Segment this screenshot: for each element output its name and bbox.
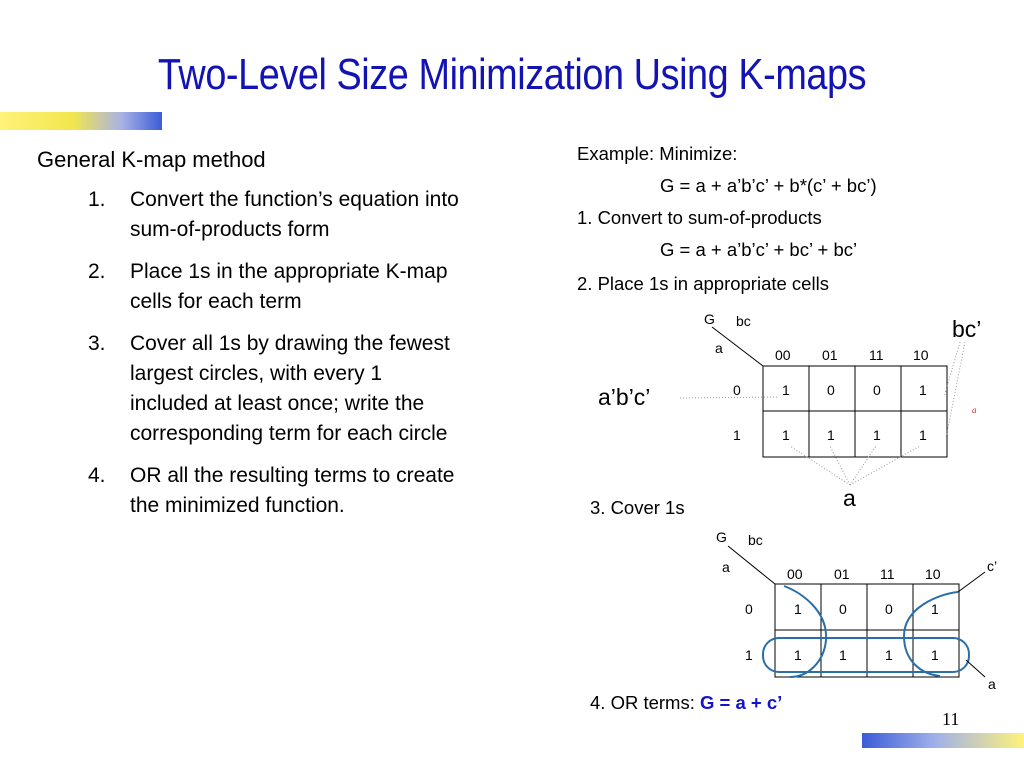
- kmap2-output-label: G: [716, 529, 727, 545]
- kmap1-term-bc: bc’: [952, 316, 982, 342]
- kmap1-col-var: bc: [736, 313, 751, 329]
- kmap1-col-header: 10: [913, 347, 929, 363]
- kmap2-cell: 1: [839, 647, 847, 663]
- kmap1-term-abc: a’b’c’: [598, 384, 651, 410]
- kmap2-col-header: 10: [925, 566, 941, 582]
- step-number: 2.: [88, 260, 106, 283]
- kmap1-term-a: a: [843, 485, 856, 511]
- step-line: included at least once; write the: [130, 392, 425, 415]
- kmap1-row-header: 0: [733, 382, 741, 398]
- kmap2-term-c: c’: [987, 558, 998, 574]
- step-line: Place 1s in the appropriate K-map: [130, 260, 448, 283]
- kmap2-row-header: 0: [745, 601, 753, 617]
- kmap2-term-a: a: [988, 676, 996, 692]
- equation-sop: G = a + a’b’c’ + bc’ + bc’: [660, 239, 858, 260]
- kmap1-col-header: 11: [869, 347, 884, 363]
- step-line: Convert the function’s equation into: [130, 188, 459, 211]
- minimized-result: G = a + c’: [700, 692, 783, 713]
- kmap1-output-label: G: [704, 311, 715, 327]
- kmap2-col-var: bc: [748, 532, 763, 548]
- kmap2-col-header: 00: [787, 566, 803, 582]
- kmap1-row-var: a: [715, 340, 723, 356]
- kmap2-cell: 0: [885, 601, 893, 617]
- step-line: cells for each term: [130, 290, 302, 313]
- kmap2-cell: 1: [794, 601, 802, 617]
- step-number: 4.: [88, 464, 106, 487]
- kmap2-row-var: a: [722, 559, 730, 575]
- kmap1-col-header: 00: [775, 347, 791, 363]
- kmap1-cell: 1: [919, 382, 927, 398]
- kmap2-cell: 1: [794, 647, 802, 663]
- kmap2-col-header: 11: [880, 566, 895, 582]
- step-line: largest circles, with every 1: [130, 362, 383, 385]
- kmap2-cell: 1: [931, 647, 939, 663]
- kmap1-cell: 1: [827, 427, 835, 443]
- slide-title: Two-Level Size Minimization Using K-maps: [157, 50, 867, 99]
- page-number: 11: [942, 709, 960, 729]
- kmap1-cell: 1: [873, 427, 881, 443]
- step-convert: 1. Convert to sum-of-products: [577, 207, 822, 228]
- step-number: 3.: [88, 332, 106, 355]
- kmap2-row-header: 1: [745, 647, 753, 663]
- kmap2-cell: 1: [931, 601, 939, 617]
- step-line: sum-of-products form: [130, 218, 330, 241]
- step-line: OR all the resulting terms to create: [130, 464, 455, 487]
- kmap1-cell: 1: [782, 427, 790, 443]
- step-place: 2. Place 1s in appropriate cells: [577, 273, 829, 294]
- step-line: Cover all 1s by drawing the fewest: [130, 332, 450, 355]
- kmap1-col-header: 01: [822, 347, 838, 363]
- kmap1-cell: 1: [919, 427, 927, 443]
- example-label: Example: Minimize:: [577, 143, 738, 164]
- kmap1-cell: 0: [827, 382, 835, 398]
- step-line: the minimized function.: [130, 494, 345, 517]
- kmap1-row-header: 1: [733, 427, 741, 443]
- kmap1-tiny-mark: a: [972, 405, 977, 415]
- step-or-prefix: 4. OR terms:: [590, 692, 700, 713]
- kmap2-circle-c-left: [784, 586, 826, 677]
- kmap2-col-header: 01: [834, 566, 850, 582]
- step-cover: 3. Cover 1s: [590, 497, 685, 518]
- left-heading: General K-map method: [37, 147, 266, 172]
- kmap2-cell: 0: [839, 601, 847, 617]
- step-number: 1.: [88, 188, 106, 211]
- kmap2-cell: 1: [885, 647, 893, 663]
- kmap1-cell: 1: [782, 382, 790, 398]
- step-line: corresponding term for each circle: [130, 422, 448, 445]
- kmap1-cell: 0: [873, 382, 881, 398]
- equation-original: G = a + a’b’c’ + b*(c’ + bc’): [660, 175, 877, 196]
